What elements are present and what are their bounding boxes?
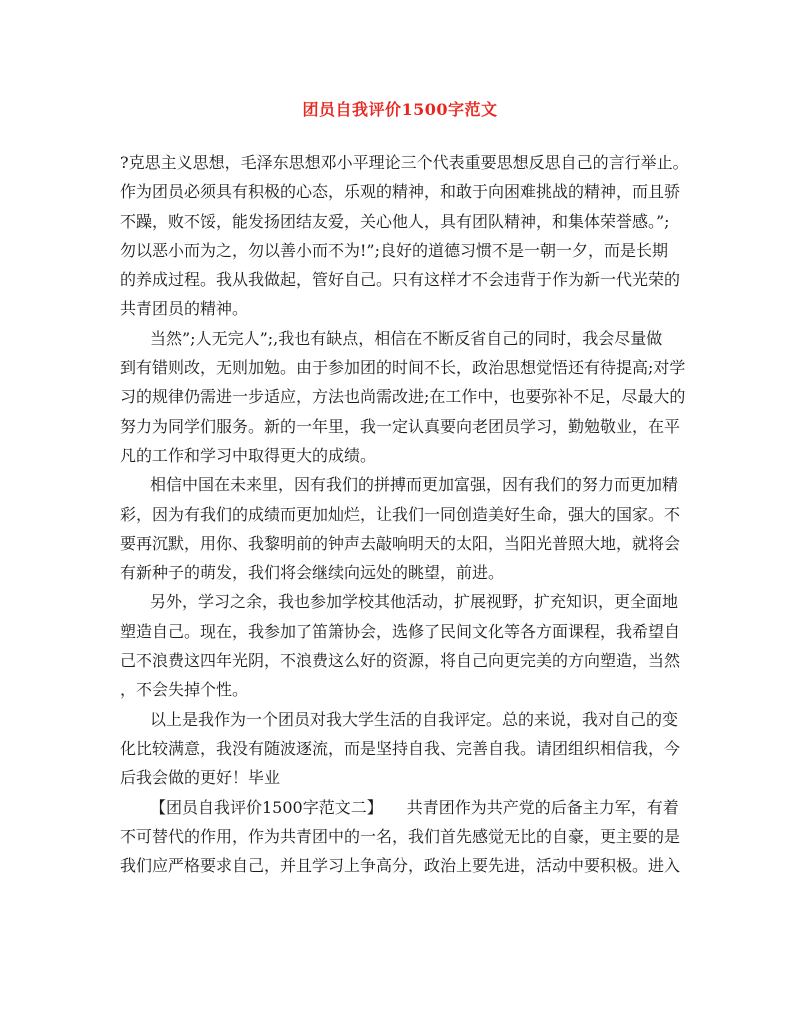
paragraph-start-line: 当然”;人无完人”;,我也有缺点，相信在不断反省自己的同时，我会尽量做 — [150, 328, 663, 348]
paragraph-start-line: 相信中国在未来里，因有我们的拼搏而更加富强，因有我们的努力而更加精 — [150, 475, 679, 495]
body-line: 作为团员必须具有积极的心态，乐观的精神，和敢于向困难挑战的精神，而且骄 — [120, 182, 681, 202]
body-line: 的养成过程。我从我做起，管好自己。只有这样才不会违背于作为新一代光荣的 — [120, 270, 681, 290]
body-line: 化比较满意，我没有随波逐流，而是坚持自我、完善自我。请团组织相信我，今 — [120, 738, 681, 758]
body-line: 不可替代的作用，作为共青团中的一名，我们首先感觉无比的自豪，更主要的是 — [120, 826, 681, 846]
body-line: 习的规律仍需进一步适应，方法也尚需改进;在工作中，也要弥补不足，尽最大的 — [120, 387, 686, 407]
body-line: 我们应严格要求自己，并且学习上争高分，政治上要先进，活动中要积极。进入 — [120, 856, 681, 876]
body-line: ?克思主义思想，毛泽东思想邓小平理论三个代表重要思想反思自己的言行举止。 — [120, 153, 689, 172]
document-title: 团员自我评价1500字范文 — [302, 100, 498, 119]
body-line: 不躁，败不馁，能发扬团结友爱，关心他人，具有团队精神，和集体荣誉感。”; — [120, 211, 670, 231]
body-line: 共青团员的精神。 — [120, 299, 249, 319]
body-line: 彩，因为有我们的成绩而更加灿烂，让我们一同创造美好生命，强大的国家。不 — [120, 504, 681, 524]
section-heading-line: 【团员自我评价1500字范文二】 共青团作为共产党的后备主力军，有着 — [150, 797, 679, 817]
paragraph-start-line: 以上是我作为一个团员对我大学生活的自我评定。总的来说，我对自己的变 — [150, 709, 679, 729]
body-line: 到有错则改，无则加勉。由于参加团的时间不长，政治思想觉悟还有待提高;对学 — [120, 358, 686, 378]
body-line: ，不会失掉个性。 — [120, 680, 249, 700]
body-line: 努力为同学们服务。新的一年里，我一定认真要向老团员学习，勤勉敬业，在平 — [120, 416, 681, 436]
body-line: 要再沉默，用你、我黎明前的钟声去敲响明天的太阳，当阳光普照大地，就将会 — [120, 533, 681, 553]
paragraph-start-line: 另外，学习之余，我也参加学校其他活动，扩展视野，扩充知识，更全面地 — [150, 592, 679, 612]
document-body — [120, 148, 688, 880]
body-line: 凡的工作和学习中取得更大的成绩。 — [120, 445, 377, 465]
body-line: 己不浪费这四年光阴，不浪费这么好的资源，将自己向更完美的方向塑造，当然 — [120, 651, 681, 671]
body-line: 塑造自己。现在，我参加了笛箫协会，选修了民间文化等各方面课程，我希望自 — [120, 621, 681, 641]
body-line: 勿以恶小而为之，勿以善小而不为!”;良好的道德习惯不是一朝一夕，而是长期 — [120, 240, 669, 260]
body-line: 后我会做的更好！毕业 — [120, 768, 281, 788]
body-line: 有新种子的萌发，我们将会继续向远处的眺望，前进。 — [120, 563, 505, 583]
